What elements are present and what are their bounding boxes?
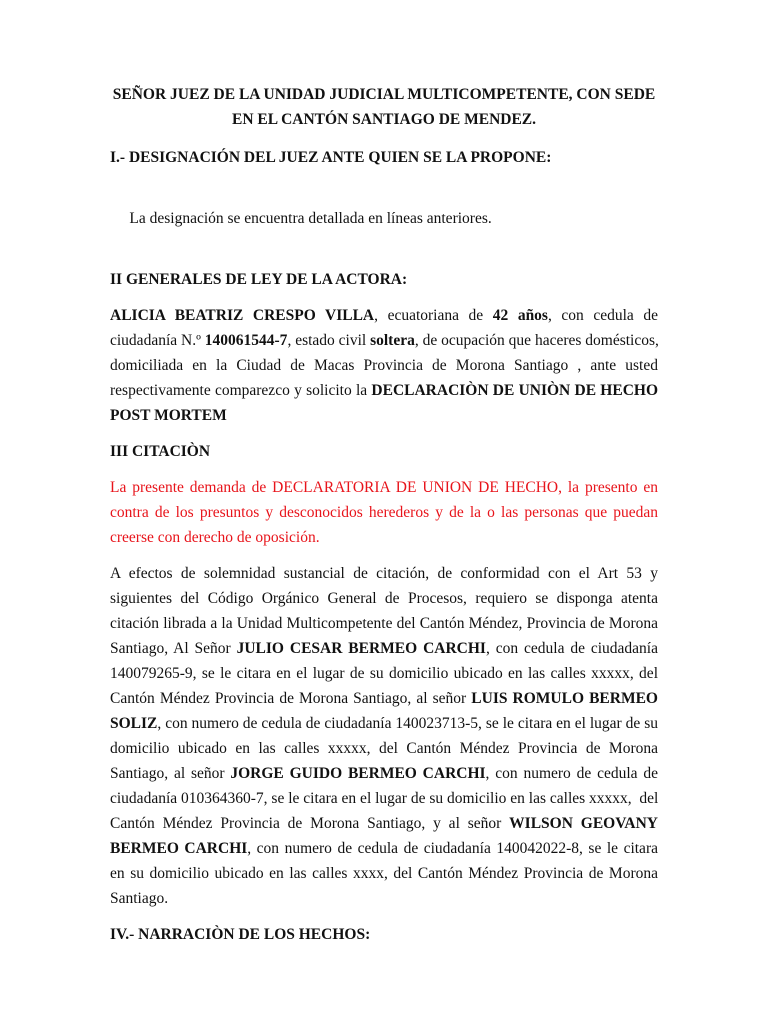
- section-1-text: [110, 181, 658, 256]
- plaintiff-paragraph: ALICIA BEATRIZ CRESPO VILLA, ecuatoriana de 42 años, con cedula de ciudadanía N.º 140061544-7, estado civil soltera, de ocupación que haceres domésticos, domiciliada en la Ciudad de Macas Provincia de Morona Santiago , ante usted respectivamente comparezco y solicito la DECLARACIÒN DE UNIÒN DE HECHO POST MORTEM: [110, 307, 659, 424]
- red-line: creerse con derecho de oposición.: [110, 529, 320, 546]
- plaintiff-name: ALICIA BEATRIZ CRESPO VILLA: [110, 307, 375, 324]
- heir-name-4-cont: BERMEO CARCHI: [110, 840, 248, 857]
- designation-text: La designación se encuentra detallada en líneas anteriores.: [125, 210, 492, 227]
- title-line-2: EN EL CANTÓN SANTIAGO DE MENDEZ.: [231, 111, 537, 128]
- heir-name-3: JORGE GUIDO BERMEO CARCHI: [230, 765, 486, 782]
- heir-name-4: WILSON GEOVANY: [509, 815, 658, 832]
- summons-paragraph: A efectos de solemnidad sustancial de citación, de conformidad con el Art 53 y siguientes del Código Orgánico General de Procesos, requiero se disponga atenta citación librada a la Unidad Multicompetente del Cantón Méndez, Provincia de Morona Santiago, Al Señor JULIO CESAR BERMEO CARCHI, con cedula de ciudadanía 140079265-9, se le citara en el lugar de su domicilio ubicado en las calles xxxxx, del Cantón Méndez Provincia de Morona Santiago, al señor LUIS ROMULO BERMEO SOLIZ, con numero de cedula de ciudadanía 140023713-5, se le citara en el lugar de su domicilio ubicado en las calles xxxxx, del Cantón Méndez Provincia de Morona Santiago, al señor JORGE GUIDO BERMEO CARCHI, con numero de cedula de ciudadanía 010364360-7, se le citara en el lugar de su domicilio en las calles xxxxx, del Cantón Méndez Provincia de Morona Santiago, y al señor WILSON GEOVANY BERMEO CARCHI, con numero de cedula de ciudadanía 140042022-8, se le citara en su domicilio ubicado en las calles xxxx, del Cantón Méndez Provincia de Morona Santiago.: [110, 565, 659, 907]
- section-3-heading: III CITACIÒN: [110, 443, 211, 460]
- request-title-2: POST MORTEM: [110, 407, 227, 424]
- request-title: DECLARACIÒN DE UNIÒN DE HECHO: [371, 382, 658, 399]
- red-line: La presente demanda de DECLARATORIA DE UNION DE HECHO, la presento en: [110, 479, 658, 496]
- section-2-heading: II GENERALES DE LEY DE LA ACTORA:: [110, 271, 408, 288]
- plaintiff-age: 42 años: [492, 307, 548, 324]
- section-4-heading: IV.- NARRACIÒN DE LOS HECHOS:: [110, 926, 371, 943]
- summons-red-paragraph: [110, 475, 658, 550]
- document-title: [110, 82, 658, 132]
- heir-name-1: JULIO CESAR BERMEO CARCHI: [236, 640, 486, 657]
- title-line-1: SEÑOR JUEZ DE LA UNIDAD JUDICIAL MULTICOMPETENTE, CON SEDE: [112, 86, 656, 103]
- heir-name-2: LUIS ROMULO BERMEO: [471, 690, 658, 707]
- plaintiff-civil-status: soltera: [370, 332, 415, 349]
- red-line: contra de los presuntos y desconocidos herederos y de la o las personas que puedan: [110, 504, 658, 521]
- plaintiff-id: 140061544-7: [204, 332, 288, 349]
- heir-name-2-cont: SOLIZ: [110, 715, 158, 732]
- section-1-heading: I.- DESIGNACIÓN DEL JUEZ ANTE QUIEN SE LA PROPONE:: [110, 149, 552, 166]
